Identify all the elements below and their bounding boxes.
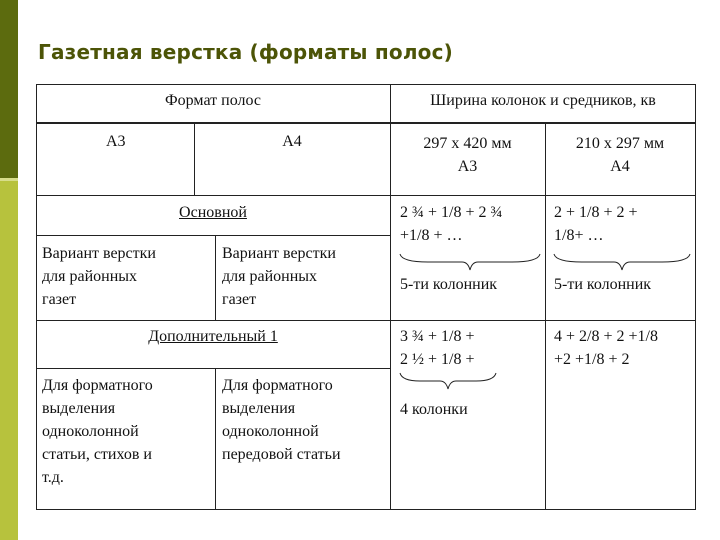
main-variant-a4-line: газет [222, 291, 257, 308]
additional-use-a3-line: т.д. [42, 469, 64, 486]
main-variant-a3-line: для районных [42, 268, 138, 285]
row-separator-main-label [36, 235, 390, 236]
additional-use-a3-line: Для форматного [42, 377, 153, 394]
main-formula-a4-line: 2 + 1/8 + 2 + [554, 204, 638, 221]
additional-formula-a4-line: +2 +1/8 + 2 [554, 351, 630, 368]
header-format: Формат полос [165, 92, 261, 109]
accent-bar-rule [18, 0, 21, 540]
slide-title: Газетная верстка (форматы полос) [38, 40, 454, 64]
accent-bar-dark [0, 0, 18, 180]
additional-formula-a3-line: 3 ¾ + 1/8 + [400, 328, 475, 345]
a3-size-cell [390, 132, 545, 178]
column-divider-use [215, 368, 216, 510]
main-columns-a4: 5-ти колонник [554, 276, 652, 293]
main-columns-a3: 5-ти колонник [400, 276, 498, 293]
main-formula-a4 [554, 201, 638, 247]
table-border-right [695, 84, 696, 510]
additional-use-a3-line: выделения [42, 400, 116, 417]
additional-use-a4 [222, 374, 341, 466]
main-variant-a3-line: газет [42, 291, 77, 308]
main-variant-a4-line: для районных [222, 268, 318, 285]
main-variant-a4 [222, 242, 336, 311]
additional-use-a3-line: одноколонной [42, 423, 139, 440]
header-separator [36, 122, 696, 124]
brace-main-a3 [398, 252, 542, 274]
header-column-width: Ширина колонок и средников, кв [430, 92, 656, 109]
column-divider-right [545, 122, 546, 510]
additional-use-a4-line: передовой статьи [222, 446, 341, 463]
additional-use-a3-line: статьи, стихов и [42, 446, 152, 463]
a3-size: 297 х 420 мм [423, 135, 512, 152]
a4-size: 210 х 297 мм [575, 135, 665, 152]
format-a4: А4 [282, 133, 302, 150]
a4-size-cell [545, 132, 695, 178]
additional-formula-a4 [554, 325, 658, 371]
a3-code: А3 [457, 158, 478, 175]
main-formula-a3-line: 2 ¾ + 1/8 + 2 ¾ [400, 204, 503, 221]
main-variant-a3 [42, 242, 156, 311]
additional-formula-a4-line: 4 + 2/8 + 2 +1/8 [554, 328, 658, 345]
main-formula-a3 [400, 201, 503, 247]
additional-formula-a3 [400, 325, 475, 371]
row-separator-main [36, 320, 696, 321]
additional-formula-a3-line: 2 ½ + 1/8 + [400, 351, 475, 368]
column-divider-variant [215, 235, 216, 320]
main-format-label: Основной [179, 204, 247, 221]
main-variant-a3-line: Вариант верстки [42, 245, 156, 262]
additional-format-label: Дополнительный 1 [148, 328, 278, 345]
accent-bar-light [0, 180, 18, 540]
additional-use-a4-line: одноколонной [222, 423, 319, 440]
additional-columns-a3: 4 колонки [400, 401, 468, 418]
main-formula-a4-line: 1/8+ … [554, 227, 604, 244]
row-separator-additional-label [36, 368, 390, 369]
additional-use-a3 [42, 374, 153, 489]
additional-use-a4-line: выделения [222, 400, 296, 417]
brace-additional-a3 [398, 371, 498, 393]
additional-use-a4-line: Для форматного [222, 377, 333, 394]
brace-main-a4 [552, 252, 692, 274]
main-variant-a4-line: Вариант верстки [222, 245, 336, 262]
main-formula-a3-line: +1/8 + … [400, 227, 463, 244]
table-border-top [36, 84, 696, 85]
format-a3: А3 [106, 133, 126, 150]
table-border-bottom [36, 509, 696, 510]
format-table [36, 84, 696, 510]
table-border-left [36, 84, 37, 510]
a4-code: А4 [610, 158, 630, 175]
row-separator-formats [36, 195, 696, 196]
accent-bar-divider [0, 178, 18, 181]
